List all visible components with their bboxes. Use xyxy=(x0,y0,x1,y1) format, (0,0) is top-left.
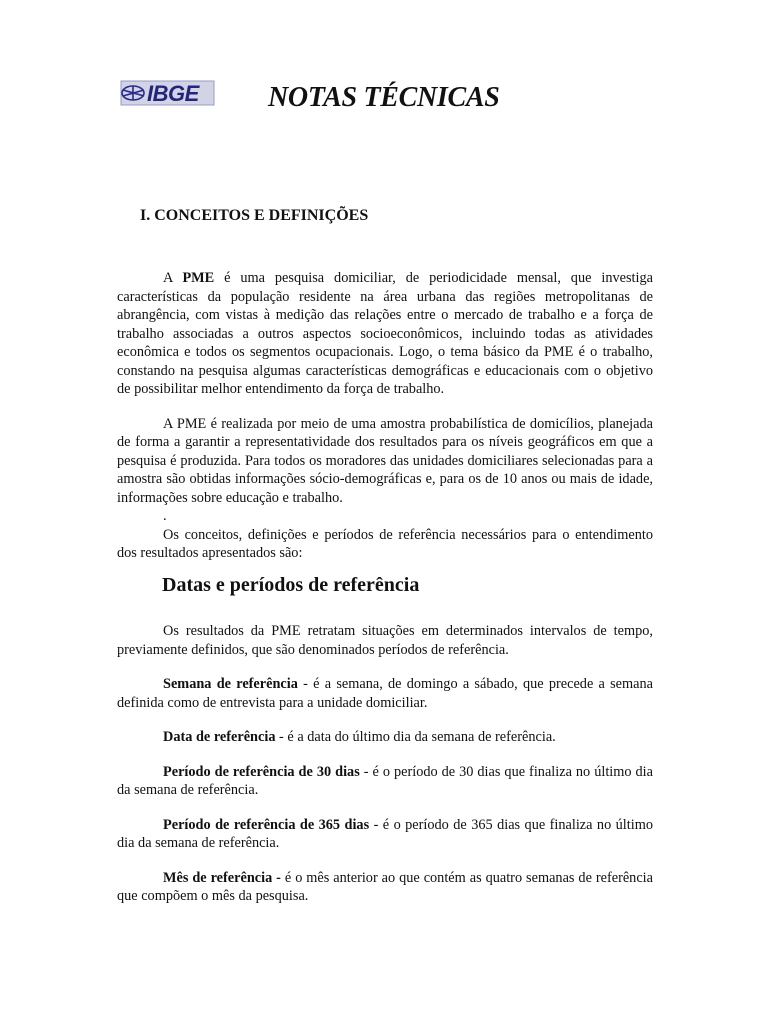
definition-item: Período de referência de 30 dias - é o período de 30 dias que finaliza no último dia da semana de referência. xyxy=(117,763,653,798)
definitions-text xyxy=(117,622,653,906)
intro-paragraph-3: Os conceitos, definições e períodos de referência necessários para o entendimento dos resultados apresentados são: xyxy=(117,526,653,561)
svg-text:IBGE: IBGE xyxy=(147,81,199,106)
definition-item: Data de referência - é a data do último dia da semana de referência. xyxy=(163,729,556,745)
definition-item: Período de referência de 365 dias - é o período de 365 dias que finaliza no último dia da semana de referência. xyxy=(117,816,653,851)
intro-text xyxy=(117,269,653,563)
definition-term: Mês de referência - xyxy=(163,869,281,886)
definition-term: Data de referência xyxy=(163,729,276,745)
subsection-title: Datas e períodos de referência xyxy=(162,574,420,596)
stray-dot: . xyxy=(163,508,167,524)
section-title: I. CONCEITOS E DEFINIÇÕES xyxy=(140,207,369,224)
subsection-intro: Os resultados da PME retratam situações em determinados intervalos de tempo, previamente definidos, que são denominados períodos de referência. xyxy=(117,623,653,658)
definition-item: Mês de referência - é o mês anterior ao que contém as quatro semanas de referência que compõem o mês da pesquisa. xyxy=(117,869,653,904)
intro-paragraph-2: A PME é realizada por meio de uma amostra probabilística de domicílios, planejada de forma a garantir a representatividade dos resultados para os níveis geográficos em que a pesquisa é produzida. Para todos os moradores das unidades domiciliares selecionadas para a amostra são obtidas informações sócio-demográficas e, para os de 10 anos ou mais de idade, informações sobre educação e trabalho. xyxy=(117,415,653,506)
intro-paragraph-1: A PME é uma pesquisa domiciliar, de periodicidade mensal, que investiga características da população residente na área urbana das regiões metropolitanas de abrangência, com vistas à medição das relações entre o mercado de trabalho e a força de trabalho associadas a outros aspectos socioeconômicos, incluindo todas as atividades econômica e todos os segmentos ocupacionais. Logo, o tema básico da PME é o trabalho, constando na pesquisa algumas características demográficas e educacionais com o objetivo de possibilitar melhor entendimento da força de trabalho. xyxy=(117,270,653,397)
definition-item: Semana de referência - é a semana, de domingo a sábado, que precede a semana definida como de entrevista para a unidade domiciliar. xyxy=(117,676,653,711)
definition-term: Período de referência de 30 dias xyxy=(163,763,360,780)
definition-term: Semana de referência xyxy=(163,676,298,692)
ibge-logo xyxy=(117,78,217,108)
page-title: NOTAS TÉCNICAS xyxy=(268,82,500,113)
definition-term: Período de referência de 365 dias xyxy=(163,816,370,833)
